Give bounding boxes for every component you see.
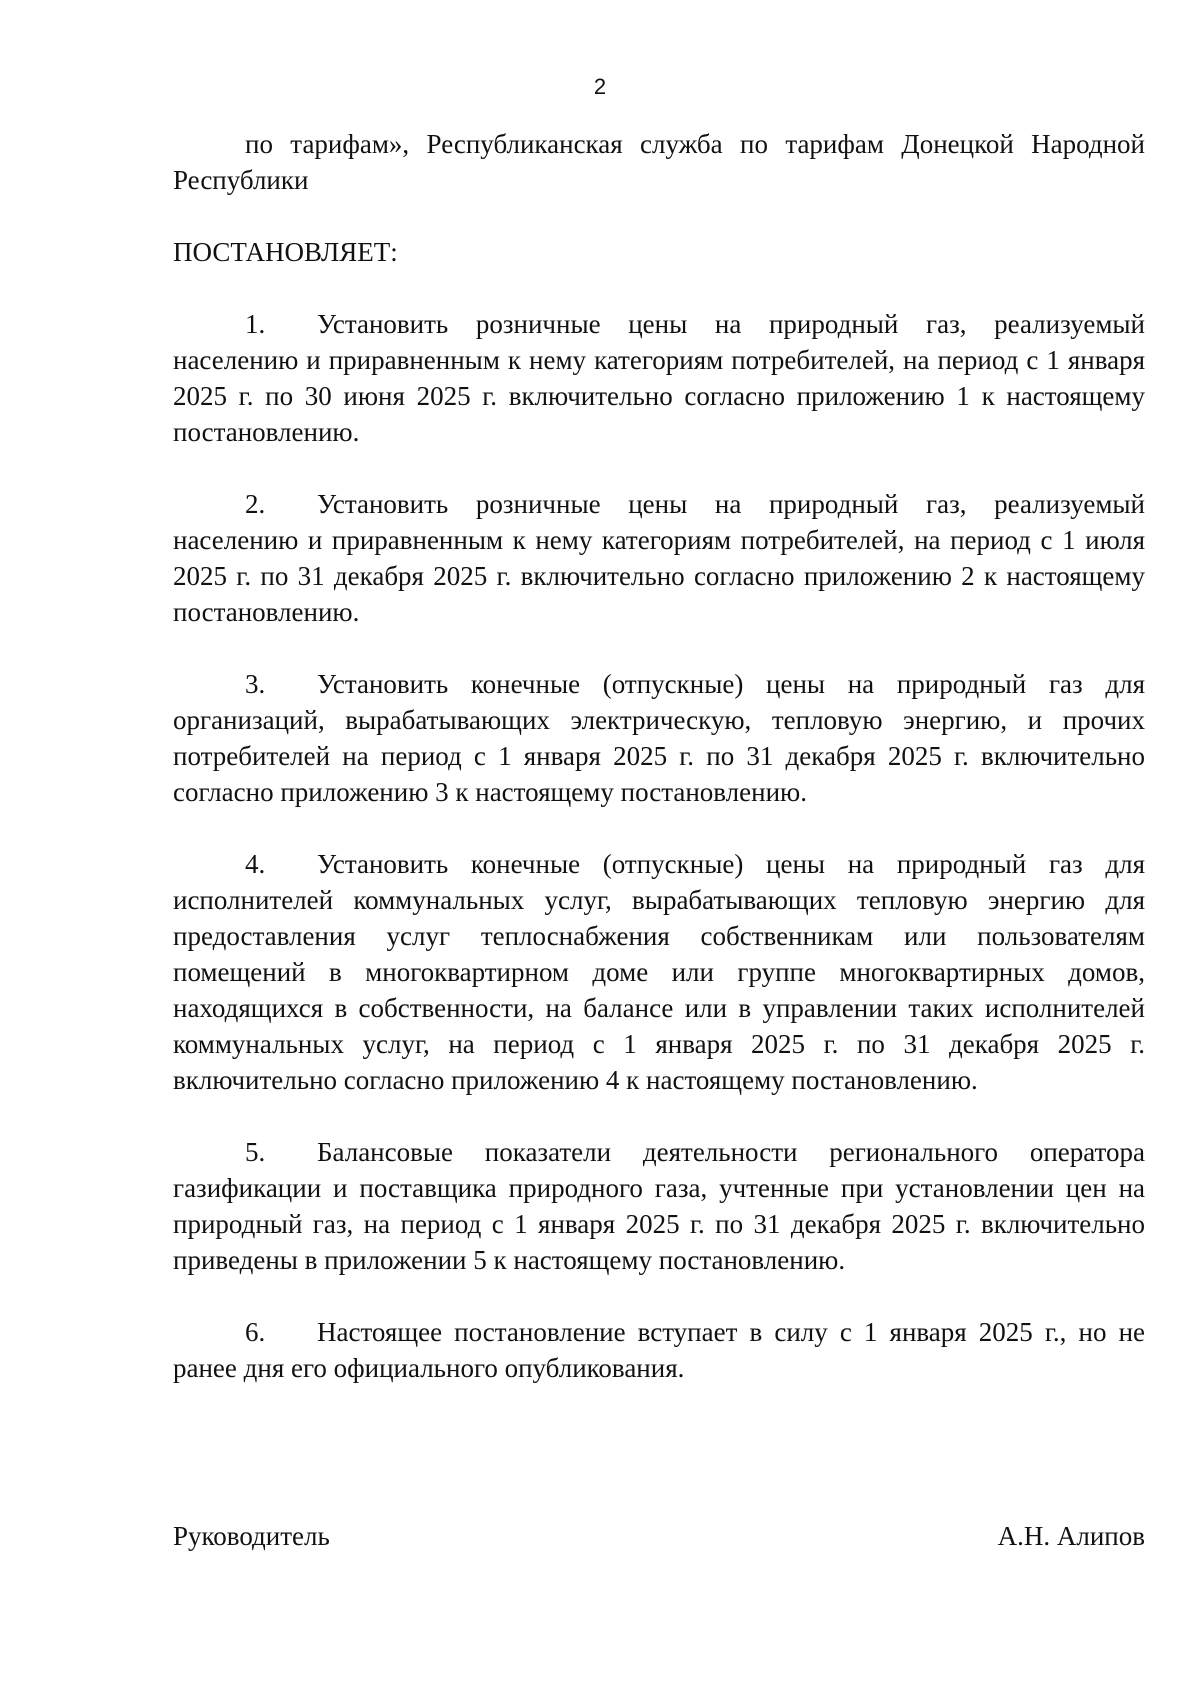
decree-item-4 bbox=[173, 846, 1145, 1098]
item-number: 5. bbox=[245, 1137, 266, 1167]
item-text: Установить конечные (отпускные) цены на природный газ для исполнителей коммунальных услуг, вырабатывающих тепловую энергию для предоставления услуг теплоснабжения собственникам или пользователям помещений в многоквартирном доме или группе многоквартирных домов, находящихся в собственности, на балансе или в управлении таких исполнителей коммунальных услуг, на период с 1 января 2025 г. по 31 декабря 2025 г. включительно согласно приложению 4 к настоящему постановлению. bbox=[173, 849, 1145, 1095]
page-number: 2 bbox=[593, 74, 607, 99]
signature-block bbox=[173, 1518, 1145, 1554]
item-text: Установить розничные цены на природный газ, реализуемый населению и приравненным к нему категориям потребителей, на период с 1 января 2025 г. по 30 июня 2025 г. включительно согласно приложению 1 к настоящему постановлению. bbox=[173, 309, 1145, 447]
item-text: Установить конечные (отпускные) цены на природный газ для организаций, вырабатывающих электрическую, тепловую энергию, и прочих потребителей на период с 1 января 2025 г. по 31 декабря 2025 г. включительно согласно приложению 3 к настоящему постановлению. bbox=[173, 669, 1145, 807]
signatory-name: А.Н. Алипов bbox=[997, 1521, 1145, 1551]
intro-paragraph: по тарифам», Республиканская служба по тарифам Донецкой Народной Республики bbox=[173, 129, 1145, 195]
decree-heading: ПОСТАНОВЛЯЕТ: bbox=[173, 237, 398, 267]
item-text: Балансовые показатели деятельности регионального оператора газификации и поставщика природного газа, учтенные при установлении цен на природный газ, на период с 1 января 2025 г. по 31 декабря 2025 г. включительно приведены в приложении 5 к настоящему постановлению. bbox=[173, 1137, 1145, 1275]
item-number: 2. bbox=[245, 489, 266, 519]
item-text: Настоящее постановление вступает в силу с 1 января 2025 г., но не ранее дня его официального опубликования. bbox=[173, 1317, 1145, 1383]
decree-item-5 bbox=[173, 1134, 1145, 1278]
decree-item-1 bbox=[173, 306, 1145, 450]
document-body bbox=[173, 126, 1145, 1422]
decree-item-3 bbox=[173, 666, 1145, 810]
item-number: 1. bbox=[245, 309, 266, 339]
item-text: Установить розничные цены на природный газ, реализуемый населению и приравненным к нему категориям потребителей, на период с 1 июля 2025 г. по 31 декабря 2025 г. включительно согласно приложению 2 к настоящему постановлению. bbox=[173, 489, 1145, 627]
item-number: 3. bbox=[245, 669, 266, 699]
decree-item-2 bbox=[173, 486, 1145, 630]
signatory-position: Руководитель bbox=[173, 1521, 330, 1551]
item-number: 4. bbox=[245, 849, 266, 879]
item-number: 6. bbox=[245, 1317, 266, 1347]
decree-item-6 bbox=[173, 1314, 1145, 1386]
